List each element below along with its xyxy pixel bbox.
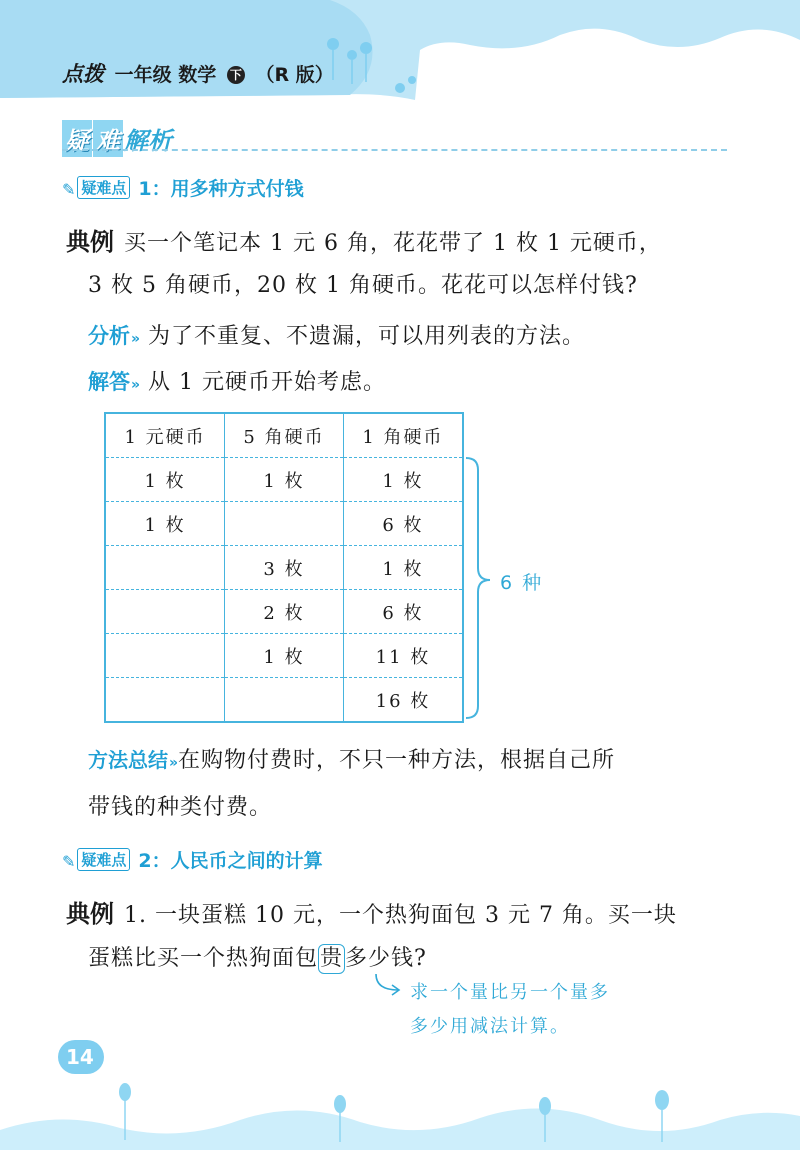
footer-decoration bbox=[0, 1070, 800, 1150]
analysis-text: 为了不重复、不遗漏，可以用列表的方法。 bbox=[148, 324, 586, 349]
table-cell bbox=[105, 590, 225, 634]
key-point-tag: 疑难点 bbox=[77, 848, 130, 871]
table-cell: 6 枚 bbox=[343, 502, 463, 546]
method-summary bbox=[88, 746, 615, 777]
table-cell bbox=[105, 634, 225, 678]
table-cell: 1 枚 bbox=[105, 458, 225, 502]
volume-badge: 下 bbox=[227, 66, 245, 84]
table-row bbox=[105, 502, 463, 546]
table-cell: 1 枚 bbox=[105, 502, 225, 546]
page-number: 14 bbox=[66, 1045, 94, 1069]
brand-logo: 点拨 bbox=[62, 61, 104, 86]
analysis bbox=[88, 322, 585, 353]
table-row bbox=[105, 590, 463, 634]
table-header-row bbox=[105, 413, 463, 458]
section-title-char-2: 难 bbox=[93, 120, 123, 157]
table-row bbox=[105, 678, 463, 723]
key-point-1: ✎ 疑难点 1：用多种方式付钱 bbox=[62, 178, 304, 200]
coin-combination-table bbox=[104, 412, 464, 723]
circled-word: 贵 bbox=[318, 944, 345, 974]
table-header: 1 角硬币 bbox=[343, 413, 463, 458]
table-cell bbox=[225, 678, 344, 723]
pointer-arrow-icon bbox=[370, 972, 406, 998]
pencil-icon: ✎ bbox=[62, 852, 76, 871]
table-header: 5 角硬币 bbox=[225, 413, 344, 458]
key-point-number: 2 bbox=[138, 850, 152, 872]
table-cell: 3 枚 bbox=[225, 546, 344, 590]
table-cell: 1 枚 bbox=[225, 458, 344, 502]
table-cell bbox=[105, 546, 225, 590]
hint-line-1: 求一个量比另一个量多 bbox=[410, 982, 610, 1003]
table-cell: 1 枚 bbox=[343, 458, 463, 502]
example-text: 买一个笔记本 1 元 6 角，花花带了 1 枚 1 元硬币， bbox=[124, 231, 662, 256]
table-cell: 16 枚 bbox=[343, 678, 463, 723]
grade-subject: 一年级 数学 bbox=[114, 64, 217, 86]
section-title-rest: 解析 bbox=[124, 127, 172, 155]
table-cell bbox=[225, 502, 344, 546]
summary-text: 在购物付费时，不只一种方法，根据自己所 bbox=[178, 748, 616, 773]
example-2-line-2: 蛋糕比买一个热狗面包贵多少钱? bbox=[88, 944, 427, 974]
example-label: 典例 bbox=[66, 899, 114, 928]
table-row bbox=[105, 634, 463, 678]
table-row bbox=[105, 546, 463, 590]
hint-line-2: 多少用减法计算。 bbox=[410, 1016, 570, 1037]
example-1-line-2: 3 枚 5 角硬币，20 枚 1 角硬币。花花可以怎样付钱? bbox=[88, 273, 638, 298]
section-divider bbox=[62, 149, 727, 151]
section-title-char-1: 疑 bbox=[62, 120, 92, 157]
answer-label: 解答» bbox=[88, 370, 141, 394]
brace-note: 6 种 bbox=[500, 572, 544, 594]
answer bbox=[88, 368, 386, 399]
curly-brace-icon bbox=[464, 456, 494, 722]
edition: （R 版） bbox=[255, 64, 334, 86]
table-cell bbox=[105, 678, 225, 723]
key-point-2: ✎ 疑难点 2：人民币之间的计算 bbox=[62, 850, 323, 872]
example-2-line-1 bbox=[66, 900, 677, 930]
table-cell: 2 枚 bbox=[225, 590, 344, 634]
book-title bbox=[62, 58, 334, 88]
table-cell: 11 枚 bbox=[343, 634, 463, 678]
key-point-tag: 疑难点 bbox=[77, 176, 130, 199]
table-cell: 1 枚 bbox=[343, 546, 463, 590]
header-banner bbox=[0, 0, 800, 110]
analysis-label: 分析» bbox=[88, 324, 141, 348]
section-title bbox=[62, 120, 172, 157]
key-point-title: 人民币之间的计算 bbox=[170, 850, 323, 872]
key-point-title: 用多种方式付钱 bbox=[170, 178, 304, 200]
table-cell: 1 枚 bbox=[225, 634, 344, 678]
key-point-number: 1 bbox=[138, 178, 152, 200]
example-text: 1. 一块蛋糕 10 元，一个热狗面包 3 元 7 角。买一块 bbox=[124, 903, 677, 928]
pencil-icon: ✎ bbox=[62, 180, 76, 199]
table-cell: 6 枚 bbox=[343, 590, 463, 634]
summary-line-2: 带钱的种类付费。 bbox=[88, 795, 273, 820]
table-header: 1 元硬币 bbox=[124, 426, 206, 448]
answer-text: 从 1 元硬币开始考虑。 bbox=[148, 370, 387, 395]
table-row bbox=[105, 458, 463, 502]
summary-label: 方法总结» bbox=[88, 748, 179, 772]
example-label: 典例 bbox=[66, 227, 114, 256]
example-1-line-1 bbox=[66, 228, 662, 258]
